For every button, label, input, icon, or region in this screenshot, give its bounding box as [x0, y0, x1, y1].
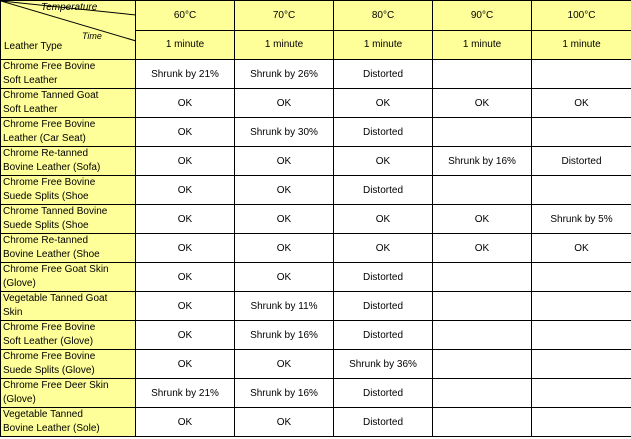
leather-type-line2: Bovine Leather (Shoe: [3, 249, 100, 260]
time-header: 1 minute: [334, 30, 433, 60]
result-cell: Distorted: [334, 292, 433, 321]
leather-type-line2: Bovine Leather (Sole): [3, 423, 100, 434]
result-cell: [532, 321, 631, 350]
corner-leather-type-label: Leather Type: [4, 41, 63, 52]
table-row: [1, 292, 631, 321]
result-cell: OK: [235, 234, 334, 263]
result-cell: [433, 379, 532, 408]
result-cell: OK: [235, 205, 334, 234]
result-cell: [532, 60, 631, 89]
result-cell: OK: [136, 234, 235, 263]
leather-type-line2: (Glove): [3, 394, 36, 405]
leather-type-cell: [1, 234, 136, 263]
result-cell: OK: [235, 176, 334, 205]
result-cell: OK: [136, 176, 235, 205]
result-cell: OK: [235, 350, 334, 379]
table-row: [1, 205, 631, 234]
table-row: [1, 118, 631, 147]
result-cell: Shrunk by 16%: [235, 321, 334, 350]
result-cell: OK: [532, 234, 631, 263]
leather-type-cell: [1, 408, 136, 437]
result-cell: OK: [136, 321, 235, 350]
leather-type-line1: Chrome Free Bovine: [3, 322, 96, 333]
leather-type-cell: [1, 292, 136, 321]
result-cell: OK: [136, 350, 235, 379]
table-row: [1, 321, 631, 350]
table-row: [1, 379, 631, 408]
time-header: 1 minute: [136, 30, 235, 60]
leather-type-line2: (Glove): [3, 278, 36, 289]
result-cell: Distorted: [334, 379, 433, 408]
leather-type-line1: Chrome Tanned Goat: [3, 90, 99, 101]
table-row: [1, 350, 631, 379]
result-cell: OK: [235, 147, 334, 176]
leather-type-cell: [1, 89, 136, 118]
result-cell: [433, 118, 532, 147]
corner-time-label: Time: [82, 31, 102, 41]
result-cell: Shrunk by 36%: [334, 350, 433, 379]
leather-type-line1: Chrome Re-tanned: [3, 148, 89, 159]
leather-type-cell: [1, 205, 136, 234]
result-cell: Distorted: [334, 408, 433, 437]
leather-type-line1: Chrome Free Bovine: [3, 177, 96, 188]
leather-type-line1: Chrome Free Bovine: [3, 351, 96, 362]
table-body: [1, 60, 631, 437]
leather-type-cell: [1, 118, 136, 147]
result-cell: [433, 60, 532, 89]
result-cell: [532, 350, 631, 379]
result-cell: Distorted: [334, 321, 433, 350]
table-row: [1, 408, 631, 437]
result-cell: OK: [235, 263, 334, 292]
time-header: 1 minute: [433, 30, 532, 60]
leather-type-line1: Vegetable Tanned: [3, 409, 83, 420]
leather-type-line1: Chrome Free Goat Skin: [3, 264, 109, 275]
leather-type-line1: Vegetable Tanned Goat: [3, 293, 108, 304]
result-cell: [433, 263, 532, 292]
leather-type-line2: Suede Splits (Shoe: [3, 220, 89, 231]
result-cell: OK: [433, 89, 532, 118]
leather-type-line2: Soft Leather: [3, 104, 58, 115]
result-cell: OK: [136, 89, 235, 118]
temperature-header: 70°C: [235, 1, 334, 31]
leather-type-line1: Chrome Tanned Bovine: [3, 206, 108, 217]
result-cell: [532, 292, 631, 321]
leather-type-line1: Chrome Free Bovine: [3, 119, 96, 130]
result-cell: Shrunk by 21%: [136, 60, 235, 89]
result-cell: [532, 263, 631, 292]
leather-type-cell: [1, 263, 136, 292]
result-cell: [433, 176, 532, 205]
result-cell: [532, 408, 631, 437]
leather-type-cell: [1, 176, 136, 205]
result-cell: [433, 292, 532, 321]
temperature-header: 100°C: [532, 1, 631, 31]
result-cell: Shrunk by 11%: [235, 292, 334, 321]
leather-type-line2: Leather (Car Seat): [3, 133, 86, 144]
result-cell: Shrunk by 26%: [235, 60, 334, 89]
leather-type-line2: Suede Splits (Shoe: [3, 191, 89, 202]
result-cell: Distorted: [334, 118, 433, 147]
result-cell: Shrunk by 5%: [532, 205, 631, 234]
table-row: [1, 147, 631, 176]
result-cell: Shrunk by 16%: [235, 379, 334, 408]
result-cell: OK: [136, 292, 235, 321]
leather-type-line2: Bovine Leather (Sofa): [3, 162, 101, 173]
table-row: [1, 176, 631, 205]
leather-type-line2: Skin: [3, 307, 23, 318]
leather-type-cell: [1, 60, 136, 89]
time-header: 1 minute: [235, 30, 334, 60]
leather-type-line2: Suede Splits (Glove): [3, 365, 95, 376]
result-cell: OK: [334, 147, 433, 176]
result-cell: Shrunk by 21%: [136, 379, 235, 408]
result-cell: OK: [136, 205, 235, 234]
result-cell: [433, 408, 532, 437]
result-cell: [433, 350, 532, 379]
result-cell: OK: [235, 408, 334, 437]
leather-type-line1: Chrome Free Bovine: [3, 61, 96, 72]
result-cell: OK: [136, 263, 235, 292]
result-cell: Distorted: [532, 147, 631, 176]
result-cell: OK: [334, 89, 433, 118]
corner-header-cell: [1, 1, 136, 60]
leather-type-cell: [1, 350, 136, 379]
leather-type-line2: Soft Leather: [3, 75, 58, 86]
result-cell: OK: [334, 234, 433, 263]
result-cell: OK: [433, 234, 532, 263]
result-cell: OK: [532, 89, 631, 118]
result-cell: OK: [334, 205, 433, 234]
leather-type-line1: Chrome Re-tanned: [3, 235, 89, 246]
leather-type-line2: Soft Leather (Glove): [3, 336, 94, 347]
table-row: [1, 263, 631, 292]
result-cell: OK: [136, 147, 235, 176]
result-cell: [532, 118, 631, 147]
result-cell: OK: [235, 89, 334, 118]
leather-type-cell: [1, 379, 136, 408]
result-cell: [532, 379, 631, 408]
result-cell: OK: [433, 205, 532, 234]
temperature-header: 90°C: [433, 1, 532, 31]
result-cell: [433, 321, 532, 350]
table-row: [1, 89, 631, 118]
result-cell: OK: [136, 118, 235, 147]
result-cell: Distorted: [334, 176, 433, 205]
table-row: [1, 60, 631, 89]
leather-type-cell: [1, 321, 136, 350]
header-row-temperature: [1, 1, 631, 31]
time-header: 1 minute: [532, 30, 631, 60]
table-row: [1, 234, 631, 263]
temperature-header: 60°C: [136, 1, 235, 31]
result-cell: Shrunk by 30%: [235, 118, 334, 147]
temperature-header: 80°C: [334, 1, 433, 31]
leather-type-cell: [1, 147, 136, 176]
result-cell: [532, 176, 631, 205]
leather-type-line1: Chrome Free Deer Skin: [3, 380, 109, 391]
result-cell: OK: [136, 408, 235, 437]
corner-temperature-label: Temperature: [41, 2, 98, 13]
result-cell: Distorted: [334, 60, 433, 89]
result-cell: Shrunk by 16%: [433, 147, 532, 176]
result-cell: Distorted: [334, 263, 433, 292]
